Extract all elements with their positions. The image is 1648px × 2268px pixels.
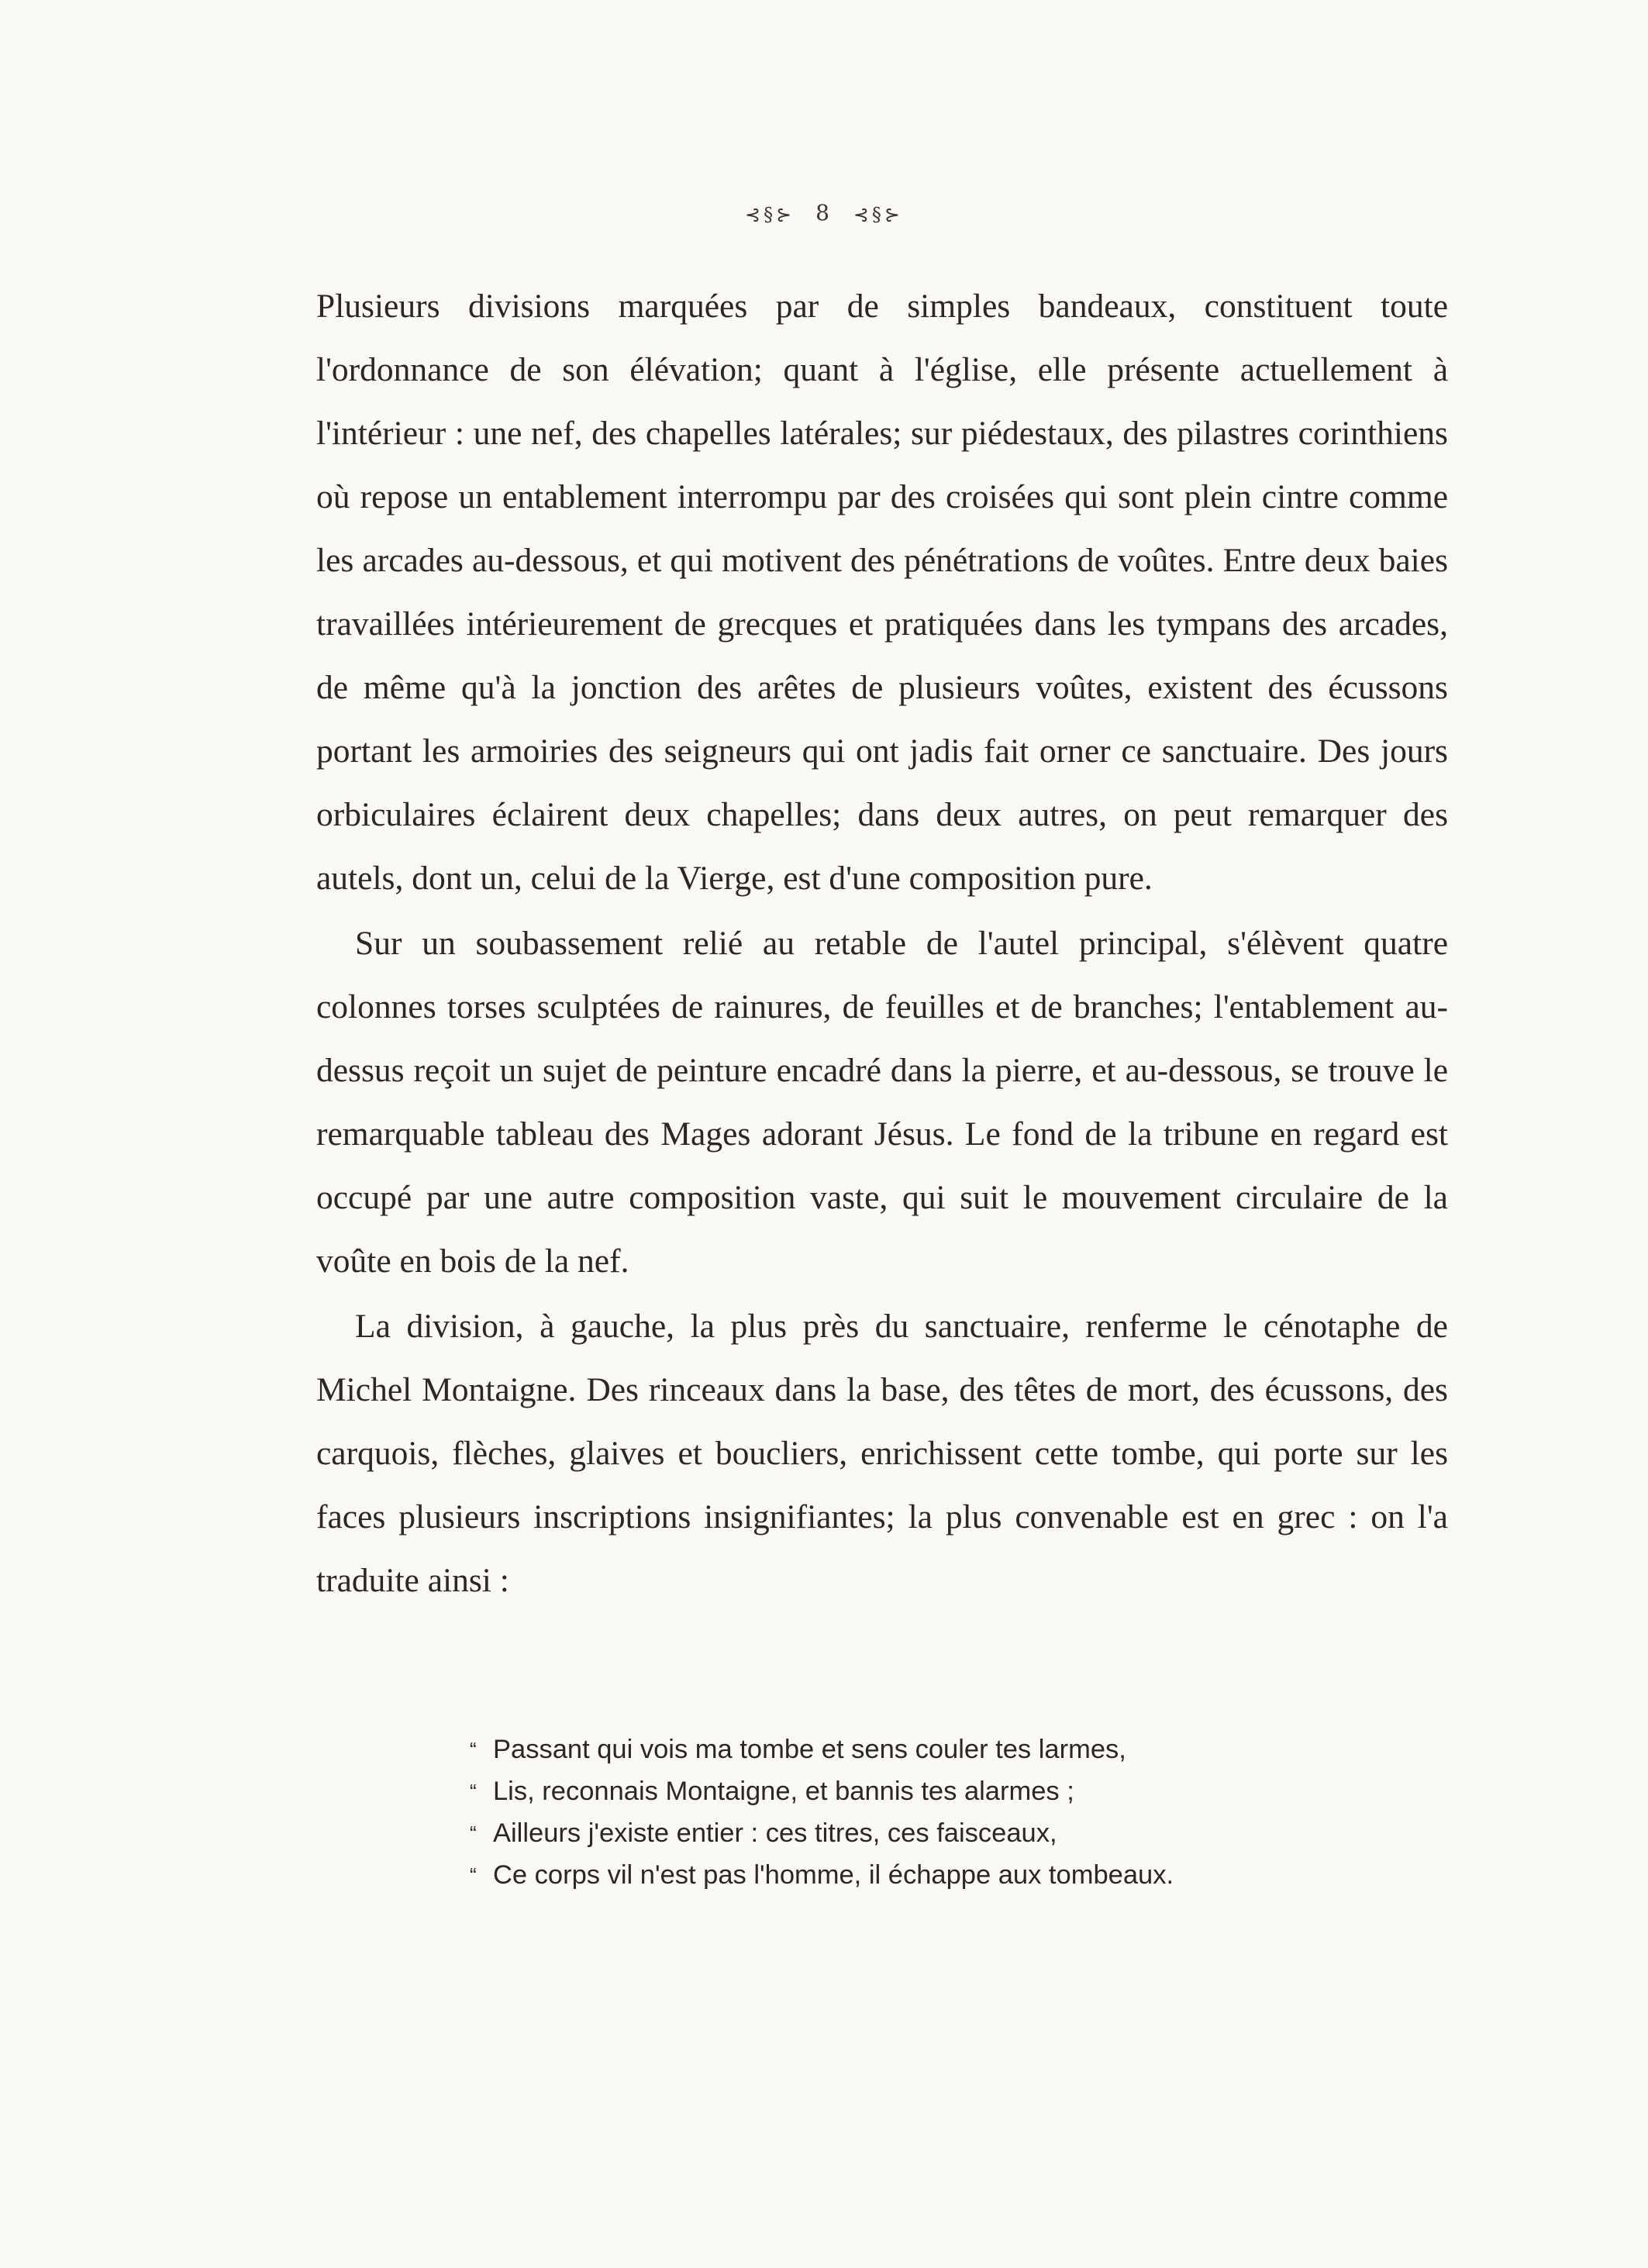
verse-line-text: Ce corps vil n'est pas l'homme, il échappe aux tombeaux. (493, 1860, 1174, 1890)
quote-mark: “ (470, 1822, 477, 1845)
verse-line-text: Ailleurs j'existe entier : ces titres, ces faisceaux, (493, 1818, 1057, 1848)
verse-line-text: Lis, reconnais Montaigne, et bannis tes alarmes ; (493, 1777, 1074, 1806)
quote-mark: “ (470, 1780, 477, 1803)
paragraph-2: Sur un soubassement relié au retable de l'autel principal, s'élèvent quatre colonnes torses sculptées de rainures, de feuilles et de branches; l'entablement au-dessus reçoit un sujet de peinture encadré dans la pierre, et au-dessous, se trouve le remarquable tableau des Mages adorant Jésus. Le fond de la tribune en regard est occupé par une autre composition vaste, qui suit le mouvement circulaire de la voûte en bois de la nef. (316, 925, 1448, 1280)
epitaph-verse (470, 1729, 1400, 1896)
body-text (316, 274, 1448, 1612)
ornament-left-icon: ⊰§⊱ (744, 203, 795, 226)
verse-line (470, 1770, 1400, 1812)
paragraph-3: La division, à gauche, la plus près du sanctuaire, renferme le cénotaphe de Michel Montaigne. Des rinceaux dans la base, des têtes de mort, des écussons, des carquois, flèches, glaives et boucliers, enrichissent cette tombe, qui porte sur les faces plusieurs inscriptions insignifiantes; la plus convenable est en grec : on l'a traduite ainsi : (316, 1308, 1448, 1599)
quote-mark: “ (470, 1863, 477, 1887)
verse-line (470, 1812, 1400, 1854)
quote-mark: “ (470, 1738, 477, 1761)
paragraph-1: Plusieurs divisions marquées par de simples bandeaux, constituent toute l'ordonnance de son élévation; quant à l'église, elle présente actuellement à l'intérieur : une nef, des chapelles latérales; sur piédestaux, des pilastres corinthiens où repose un entablement interrompu par des croisées qui sont plein cintre comme les arcades au-dessous, et qui motivent des pénétrations de voûtes. Entre deux baies travaillées intérieurement de grecques et pratiquées dans les tympans des arcades, de même qu'à la jonction des arêtes de plusieurs voûtes, existent des écussons portant les armoiries des seigneurs qui ont jadis fait orner ce sanctuaire. Des jours orbiculaires éclairent deux chapelles; dans deux autres, on peut remarquer des autels, dont un, celui de la Vierge, est d'une composition pure. (316, 288, 1448, 897)
verse-line (470, 1729, 1400, 1770)
verse-line (470, 1854, 1400, 1896)
verse-line-text: Passant qui vois ma tombe et sens couler tes larmes, (493, 1735, 1126, 1764)
ornament-right-icon: ⊰§⊱ (853, 203, 904, 226)
page-number: 8 (815, 200, 833, 226)
page-header (0, 200, 1648, 226)
